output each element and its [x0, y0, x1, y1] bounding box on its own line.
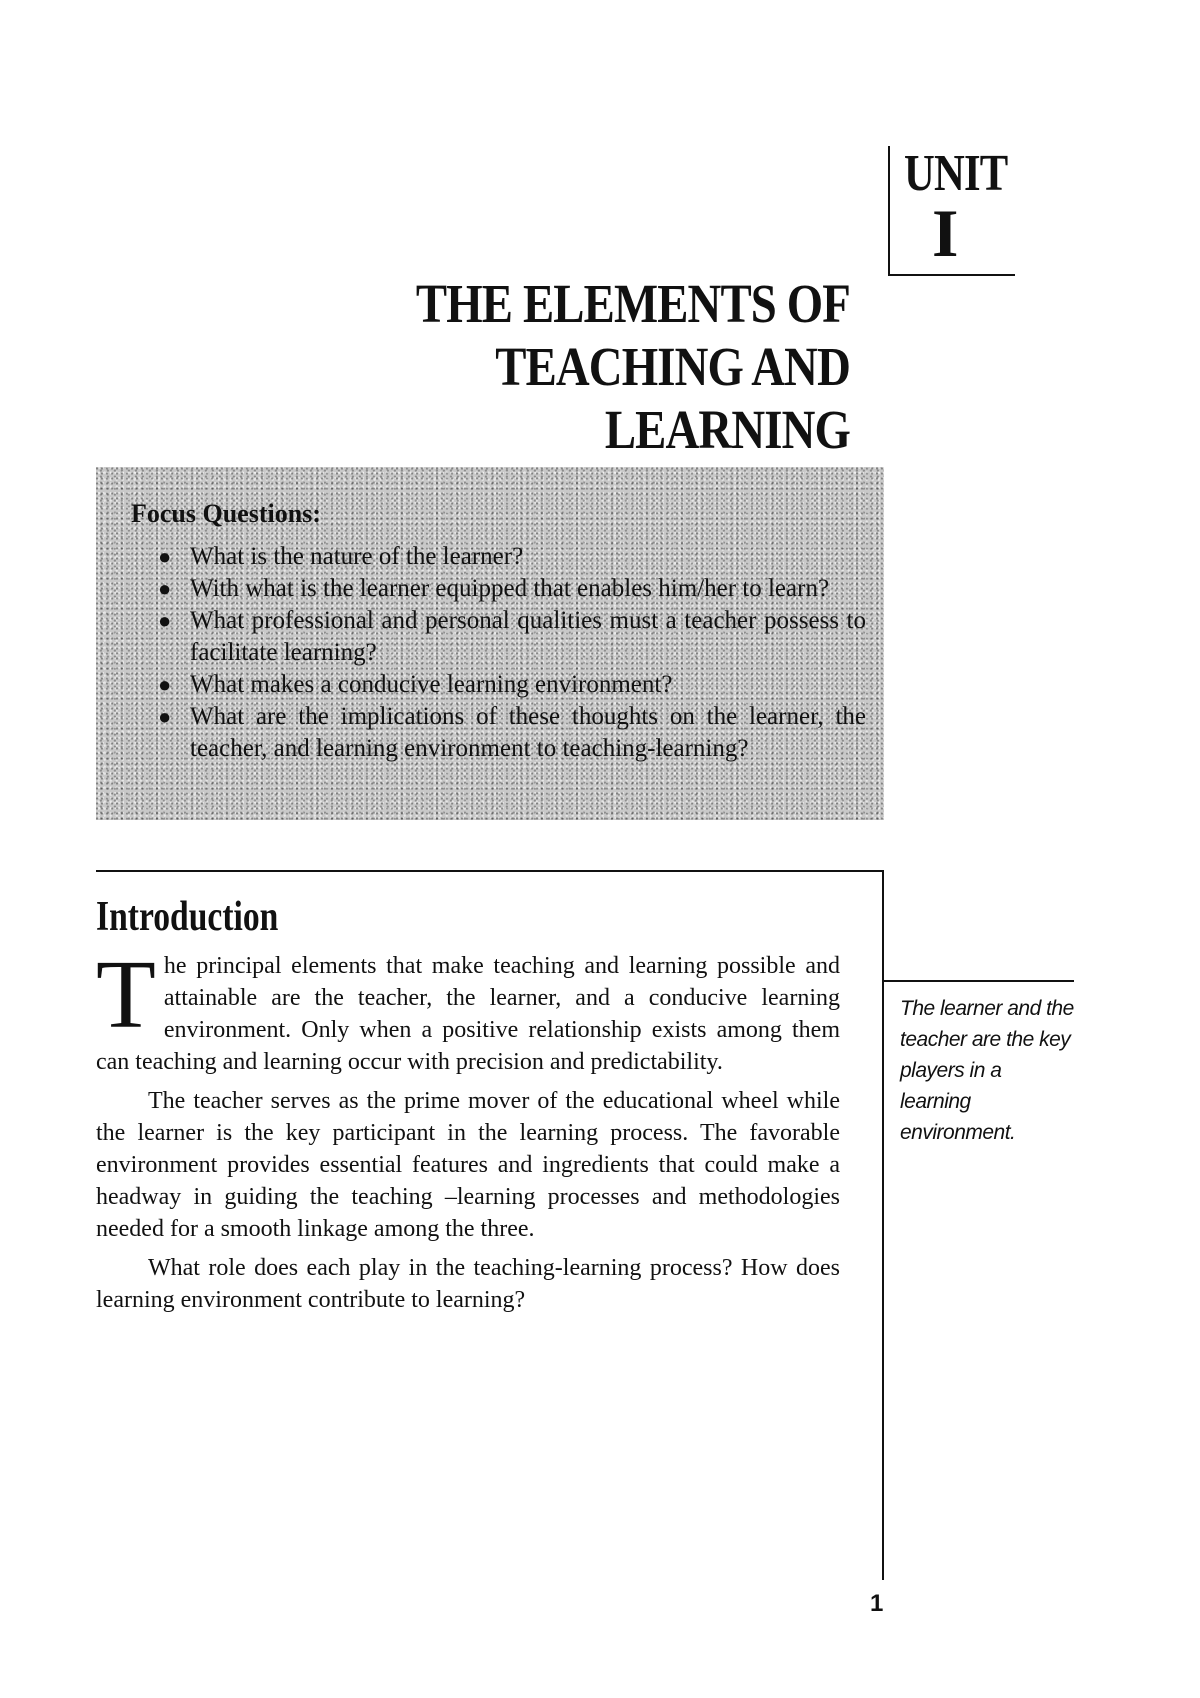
bullet-icon: ●	[158, 608, 172, 633]
drop-cap: T	[96, 941, 156, 1049]
focus-question	[154, 701, 866, 765]
unit-label: UNIT	[904, 145, 1008, 202]
chapter-title-line-1: THE ELEMENTS OF	[415, 273, 850, 334]
focus-question	[154, 669, 866, 701]
focus-question-text: With what is the learner equipped that enables him/her to learn?	[190, 575, 830, 602]
focus-question-text: What professional and personal qualities must a teacher possess to facilitate learning?	[190, 607, 866, 666]
bullet-icon: ●	[158, 704, 172, 729]
focus-questions-box	[96, 467, 884, 820]
focus-question	[154, 541, 866, 573]
margin-note: The learner and the teacher are the key players in a learning environment.	[900, 997, 1074, 1144]
unit-number: I	[932, 195, 959, 271]
focus-question-text: What is the nature of the learner?	[190, 543, 524, 570]
focus-question	[154, 573, 866, 605]
focus-questions-list	[154, 541, 866, 765]
margin-note-rule	[884, 980, 1074, 982]
section-top-rule	[96, 870, 883, 872]
paragraph-3: What role does each play in the teaching-learning process? How does learning environment contribute to learning?	[96, 1255, 840, 1313]
bullet-icon: ●	[158, 576, 172, 601]
section-right-rule	[882, 870, 884, 1580]
focus-question	[154, 605, 866, 669]
focus-questions-heading: Focus Questions:	[131, 499, 321, 528]
bullet-icon: ●	[158, 544, 172, 569]
focus-question-text: What makes a conducive learning environment?	[190, 671, 673, 698]
paragraph-1	[96, 941, 840, 1078]
focus-question-text: What are the implications of these thoughts on the learner, the teacher, and learning environment to teaching-learning?	[190, 703, 866, 762]
introduction-heading: Introduction	[96, 894, 279, 940]
paragraph-2: The teacher serves as the prime mover of the educational wheel while the learner is the key participant in the learning process. The favorable environment provides essential features and ingredients that could make a headway in guiding the teaching –learning processes and methodologies needed for a smooth linkage among the three.	[96, 1088, 840, 1242]
chapter-title	[200, 272, 850, 461]
bullet-icon: ●	[158, 672, 172, 697]
introduction-body	[96, 941, 840, 1323]
chapter-title-line-2: TEACHING AND LEARNING	[495, 336, 850, 460]
paragraph-1-text: he principal elements that make teaching and learning possible and attainable are the teacher, the learner, and a conducive learning environment. Only when a positive relationship exists among them can teaching and learning occur with precision and predictability.	[96, 953, 840, 1075]
page-number: 1	[870, 1590, 884, 1617]
unit-marker	[888, 146, 1015, 276]
